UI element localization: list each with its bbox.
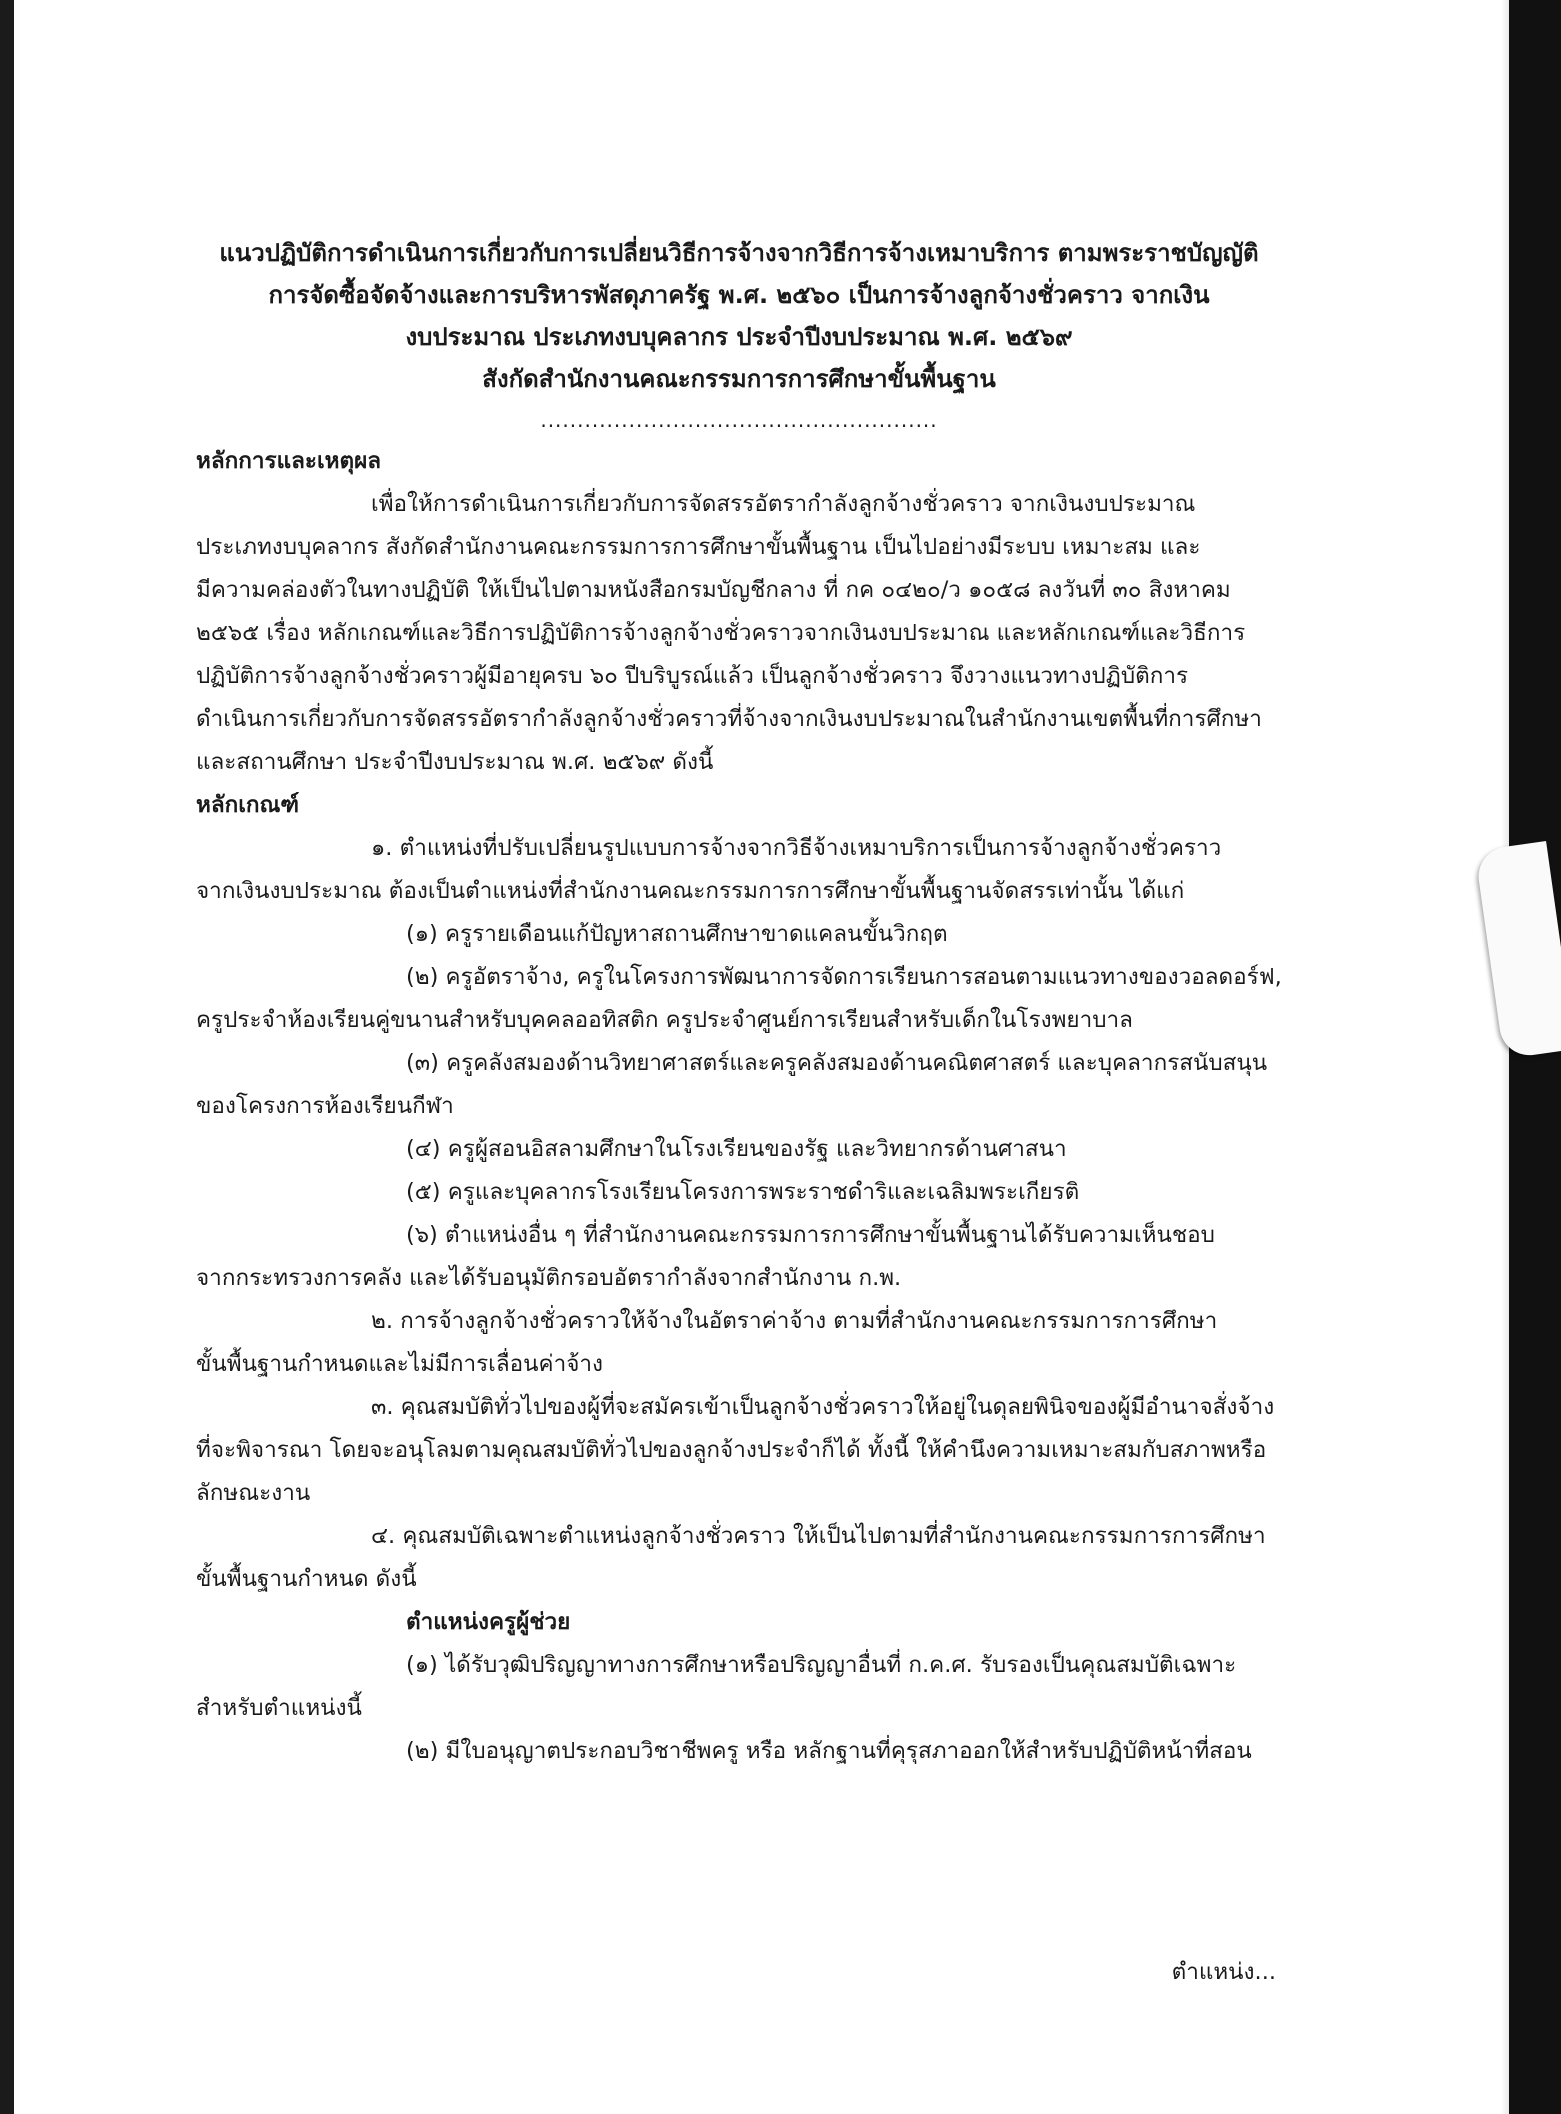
criterion-1-line-1: ๑. ตำแหน่งที่ปรับเปลี่ยนรูปแบบการจ้างจากวิธีจ้างเหมาบริการเป็นการจ้างลูกจ้างชั่วคราว: [371, 835, 1222, 861]
title-separator: ......................................................: [540, 408, 938, 432]
criterion-1-item-1: (๑) ครูรายเดือนแก้ปัญหาสถานศึกษาขาดแคลนขั้นวิกฤต: [406, 921, 948, 947]
criterion-1-item-4: (๔) ครูผู้สอนอิสลามศึกษาในโรงเรียนของรัฐ และวิทยากรด้านศาสนา: [406, 1136, 1067, 1162]
rationale-line: ดำเนินการเกี่ยวกับการจัดสรรอัตรากำลังลูกจ้างชั่วคราวที่จ้างจากเงินงบประมาณในสำนักงานเขตพื้นที่การศึกษา: [196, 706, 1262, 732]
qualification-1-line-2: สำหรับตำแหน่งนี้: [196, 1695, 362, 1721]
rationale-line: ๒๕๖๕ เรื่อง หลักเกณฑ์และวิธีการปฏิบัติการจ้างลูกจ้างชั่วคราวจากเงินงบประมาณ และหลักเกณฑ์และวิธีการ: [196, 620, 1246, 646]
criterion-1-item-3-line-1: (๓) ครูคลังสมองด้านวิทยาศาสตร์และครูคลังสมองด้านคณิตศาสตร์ และบุคลากรสนับสนุน: [406, 1050, 1268, 1076]
criterion-1-item-3-line-2: ของโครงการห้องเรียนกีฬา: [196, 1093, 454, 1119]
title-line-2: การจัดซื้อจัดจ้างและการบริหารพัสดุภาครัฐ พ.ศ. ๒๕๖๐ เป็นการจ้างลูกจ้างชั่วคราว จากเงิน: [268, 281, 1210, 309]
criterion-1-item-2-line-1: (๒) ครูอัตราจ้าง, ครูในโครงการพัฒนาการจัดการเรียนการสอนตามแนวทางของวอลดอร์ฟ,: [406, 964, 1282, 990]
criterion-1-item-5: (๕) ครูและบุคลากรโรงเรียนโครงการพระราชดำริและเฉลิมพระเกียรติ: [406, 1179, 1080, 1205]
criterion-1-item-6-line-2: จากกระทรวงการคลัง และได้รับอนุมัติกรอบอัตรากำลังจากสำนักงาน ก.พ.: [196, 1265, 902, 1291]
criterion-4-line-2: ขั้นพื้นฐานกำหนด ดังนี้: [196, 1566, 417, 1592]
criterion-4-line-1: ๔. คุณสมบัติเฉพาะตำแหน่งลูกจ้างชั่วคราว ให้เป็นไปตามที่สำนักงานคณะกรรมการการศึกษา: [371, 1523, 1266, 1549]
criteria-heading: หลักเกณฑ์: [196, 792, 300, 818]
assistant-teacher-heading: ตำแหน่งครูผู้ช่วย: [406, 1609, 571, 1635]
rationale-line: มีความคล่องตัวในทางปฏิบัติ ให้เป็นไปตามหนังสือกรมบัญชีกลาง ที่ กค ๐๔๒๐/ว ๑๐๕๘ ลงวันที่ ๓๐ สิงหาคม: [196, 577, 1231, 603]
document-page: [196, 232, 1282, 1773]
criterion-3-line-2: ที่จะพิจารณา โดยจะอนุโลมตามคุณสมบัติทั่วไปของลูกจ้างประจำก็ได้ ทั้งนี้ ให้คำนึงความเหมาะสมกับสภาพหรือ: [196, 1437, 1267, 1463]
title-line-3: งบประมาณ ประเภทงบบุคลากร ประจำปีงบประมาณ พ.ศ. ๒๕๖๙: [405, 323, 1073, 351]
criterion-3-line-3: ลักษณะงาน: [196, 1480, 311, 1506]
qualification-2-line-1: (๒) มีใบอนุญาตประกอบวิชาชีพครู หรือ หลักฐานที่คุรุสภาออกให้สำหรับปฏิบัติหน้าที่สอน: [406, 1738, 1252, 1764]
criterion-2-line-2: ขั้นพื้นฐานกำหนดและไม่มีการเลื่อนค่าจ้าง: [196, 1351, 604, 1377]
criterion-1-item-2-line-2: ครูประจำห้องเรียนคู่ขนานสำหรับบุคคลออทิสติก ครูประจำศูนย์การเรียนสำหรับเด็กในโรงพยาบาล: [196, 1007, 1133, 1033]
qualification-1-line-1: (๑) ได้รับวุฒิปริญญาทางการศึกษาหรือปริญญาอื่นที่ ก.ค.ศ. รับรองเป็นคุณสมบัติเฉพาะ: [406, 1652, 1237, 1678]
rationale-heading: หลักการและเหตุผล: [196, 448, 382, 474]
rationale-line: ประเภทงบบุคลากร สังกัดสำนักงานคณะกรรมการการศึกษาขั้นพื้นฐาน เป็นไปอย่างมีระบบ เหมาะสม และ: [196, 534, 1201, 560]
rationale-line: ปฏิบัติการจ้างลูกจ้างชั่วคราวผู้มีอายุครบ ๖๐ ปีบริบูรณ์แล้ว เป็นลูกจ้างชั่วคราว จึงวางแนวทางปฏิบัติการ: [196, 663, 1189, 689]
page-continuation-marker: ตำแหน่ง...: [1171, 1959, 1276, 1985]
criterion-2-line-1: ๒. การจ้างลูกจ้างชั่วคราวให้จ้างในอัตราค่าจ้าง ตามที่สำนักงานคณะกรรมการการศึกษา: [371, 1308, 1218, 1334]
scan-left-edge: [0, 0, 14, 2114]
title-line-4: สังกัดสำนักงานคณะกรรมการการศึกษาขั้นพื้นฐาน: [482, 365, 996, 393]
rationale-line: และสถานศึกษา ประจำปีงบประมาณ พ.ศ. ๒๕๖๙ ดังนี้: [196, 749, 714, 775]
rationale-line: เพื่อให้การดำเนินการเกี่ยวกับการจัดสรรอัตรากำลังลูกจ้างชั่วคราว จากเงินงบประมาณ: [371, 491, 1196, 517]
criterion-1-line-2: จากเงินงบประมาณ ต้องเป็นตำแหน่งที่สำนักงานคณะกรรมการการศึกษาขั้นพื้นฐานจัดสรรเท่านั้น ได้แก่: [196, 878, 1185, 904]
criterion-1-item-6-line-1: (๖) ตำแหน่งอื่น ๆ ที่สำนักงานคณะกรรมการการศึกษาขั้นพื้นฐานได้รับความเห็นชอบ: [406, 1222, 1215, 1248]
criterion-3-line-1: ๓. คุณสมบัติทั่วไปของผู้ที่จะสมัครเข้าเป็นลูกจ้างชั่วคราวให้อยู่ในดุลยพินิจของผู้มีอำนาจสั่งจ้าง: [371, 1394, 1275, 1420]
scan-right-edge: [1509, 0, 1561, 2114]
attached-sticky-tab: [1475, 841, 1561, 1059]
title-line-1: แนวปฏิบัติการดำเนินการเกี่ยวกับการเปลี่ยนวิธีการจ้างจากวิธีการจ้างเหมาบริการ ตามพระราชบัญญัติ: [219, 239, 1259, 267]
scan-fold-shadow: [1501, 0, 1509, 2114]
document-title: [196, 232, 1282, 400]
